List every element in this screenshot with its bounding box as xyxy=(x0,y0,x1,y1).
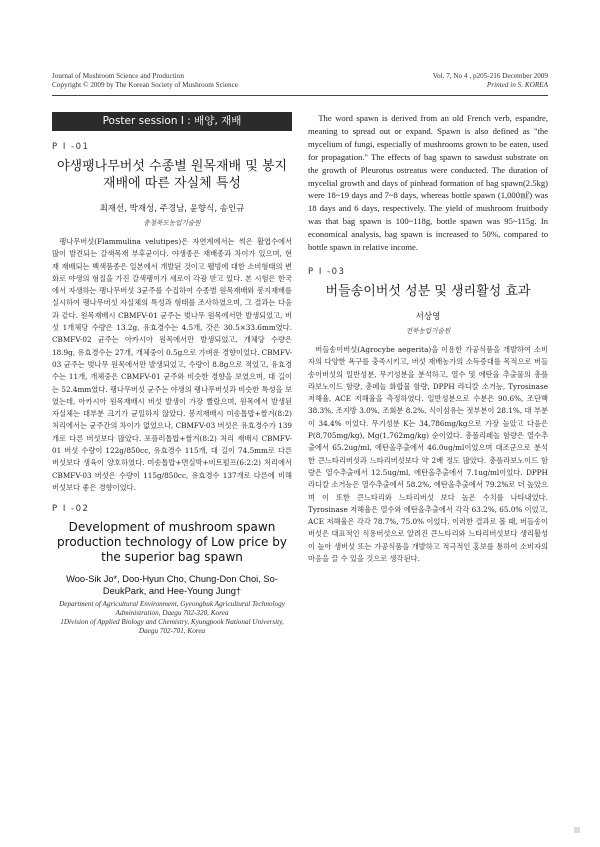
abstract-title: 버들송이버섯 성분 및 생리활성 효과 xyxy=(325,283,531,299)
abstract-p1-02 xyxy=(52,504,292,636)
abstract-code: P I -02 xyxy=(52,504,90,515)
right-column xyxy=(308,112,548,575)
abstract-affiliation: 전북농업기술원 xyxy=(405,326,451,335)
issue-header xyxy=(433,72,548,90)
page-corner-mark xyxy=(574,827,580,833)
abstract-body: 버들송이버섯(Agrocybe aegerita)을 이용한 가공식품을 개발하여 소비자의 다양한 욕구를 충족시키고, 버섯 재배농가의 소득증대를 목적으로 버들송이버섯의 일반성분, 무기성분을 분석하고, 열수 및 에탄올 추출물의 총플라보노이드 함량, 총페놀 화합물 함량, DPPH 라디칼 소거능, Tyrosinase 저해율, ACE 저해율을 측정하였다. 일반성분으로 수분은 90.6%, 조단백 38.3%, 조지방 3.0%, 조회분 8.2%, 식이섬유는 젓부분이 28.1%, 대 부분이 34.4% 이었다. 무기성분 K는 34,786mg/kg으로 가장 높았고 다음은 P(8,705mg/kg), Mg(1,762mg/kg) 순이었다. 총폴리페놀 함량은 열수추출에서 65.2ug/ml, 에탄올추출에서 46.0ug/ml이었으며 대조군으로 분석한 큰느타리버섯과 느타리버섯보다 약 2배 정도 많았다. 총플라보노이드 함량은 열수추출에서 12.5ug/ml, 에탄올추출에서 7.1ug/ml이었다. DPPH 라디칼 소거능은 열수추출에서 58.2%, 에탄올추출에서 79.2%로 더 높았으며 이 또한 큰느타리와 느타리버섯 보다 높은 수치를 나타내었다. Tyrosinase 저해율은 열수와 에탄올추출에서 각각 63.2%, 65.0% 이었고, ACE 저해율은 각각 78.7%, 75.0% 이었다. 이러한 결과로 볼 때, 버들송이버섯은 대표적인 식용버섯으로 알려진 큰느타리와 느타리버섯보다 생리활성이 높아 생버섯 또는 가공식품을 개발하고 적극적인 홍보를 통하여 소비자의 마음을 끌 수 있을 것으로 생각된다. xyxy=(308,344,548,564)
header-rule xyxy=(52,95,548,96)
copyright-line: Copyright © 2009 by The Korean Society of Mushroom Science xyxy=(52,81,238,89)
abstract-code: P I -03 xyxy=(308,266,346,277)
printed-line: Printed in S. KOREA xyxy=(486,81,548,89)
abstract-affiliation: 충청북도농업기술원 xyxy=(143,219,201,227)
abstract-authors: Woo-Sik Jo*, Doo-Hyun Cho, Chung-Don Choi, So-DeukPark, and Hee-Young Jung† xyxy=(66,574,278,597)
session-banner: Poster session Ⅰ : 배양, 재배 xyxy=(52,112,292,131)
abstract-affiliation: Department of Agricultural Environment, Gyeongbuk Agricultural Technology Administration, Daegu 702-320, Korea xyxy=(59,600,285,618)
abstract-body: The word spawn is derived from an old French verb, espandre, meaning to spread out or expand. Spawn is also defined as "the mycelium of fungi, especially of mushrooms grown to be eaten, used for propagation." The effects of bag spawn to sawdust substrate on the growth of Pleurotus ostreatus were conducted. The duration of mycelial growth and days of pinhead formation of bag spawn(2.5kg) were 18~19 days and 7~8 days, whereas bottle spawn (1,000㎖) was 18 days and 6 days, respectively. The yield of mushroom fruitbody was that bag spawn is 100~118g, bottle spawn was 95~115g. In economical analysis, bag spawn is increased to 50%, compared to bottle spawn in relative income. xyxy=(308,113,548,253)
abstract-p1-03 xyxy=(308,267,548,565)
abstract-p1-01 xyxy=(52,142,292,494)
volume-line: Vol. 7, No 4 , p205-216 December 2009 xyxy=(432,72,548,80)
left-column xyxy=(52,112,292,636)
abstract-authors: 서상영 xyxy=(415,311,441,322)
abstract-title: Development of mushroom spawn production technology of Low price by the superior bag spawn xyxy=(57,520,287,565)
journal-header xyxy=(52,72,238,90)
abstract-authors: 최재선, 박재성, 주경남, 윤향식, 송인규 xyxy=(99,204,245,214)
abstract-code: P I -01 xyxy=(52,142,90,152)
journal-name: Journal of Mushroom Science and Production xyxy=(52,72,184,80)
abstract-affiliation: 1Division of Applied Biology and Chemistry, Kyungpook National University, Daegu 702-701, Korea xyxy=(60,618,284,636)
abstract-title: 야생팽나무버섯 수종별 원목재배 및 봉지재배에 따른 자실체 특성 xyxy=(56,159,287,191)
abstract-body: 팽나무버섯(Flammulina velutipes)은 자연계에서는 썩은 활엽수에서 많이 발견되는 갈색목재 부후균이다. 야생종은 재배종과 차이가 있으며, 현재 재배되는 백색품종은 일본에서 개발된 것이고 웰빙에 대한 소비형태의 변화로 야생의 형질을 가진 갈색팽이가 새로이 각광 받고 있다. 본 시험은 한국에서 자생하는 팽나무버섯 3균주를 수집하여 수종별 원목재배와 봉지재배를 실시하여 팽나무버섯 자실체의 특성과 형태를 조사하였으며, 그 결과는 다음과 같다. 원목재배시 CBMFV-01 균주는 벚나무 원목에서만 발생되었고, 버섯 1개체당 수량은 13.2g, 유효경수는 4.5개, 갓은 30.5×33.6mm였다. CBMFV-02 균주는 아카시아 원목에서만 발생되었고, 개체당 수량은 18.9g, 유효경수는 27개, 개체중이 0.5g으로 가벼운 경향이었다. CBMFV-03 균주는 벚나무 원목에서만 발생되었고, 수량이 8.8g으로 적었고, 유효경수는 11개, 개체중은 CBMFV-01 균주와 비슷한 경향을 보였으며, 대 길이는 52.4mm였다. 팽나무버섯 균주는 야생의 팽나무버섯과 비슷한 특성을 보였는데, 아카시아 원목재배시 버섯 발생이 가장 빨랐으며, 원목에서 발생된 자실체는 대부분 크기가 균일하지 않았다. 봉지재배시 미송톱밥+쌀겨(8:2) 처리에서는 균주간의 차이가 없었으나, CBMFV-03 버섯은 유효경수가 139개로 다른 버섯보다 많았다. 포플러톱밥+쌀겨(8:2) 처리 재배시 CBMFV-01 버섯 수량이 122g/850cc, 유효경수 115개, 대 길이 74.5mm로 다른 버섯보다 생육이 양호하였다. 미송톱밥+면실박+비트펄프(6:2:2) 처리에서 CBMFV-03 버섯은 수량이 115g/850cc, 유효경수 137개로 다른에 비해 버섯보다 좋은 경향이었다. xyxy=(52,237,292,492)
